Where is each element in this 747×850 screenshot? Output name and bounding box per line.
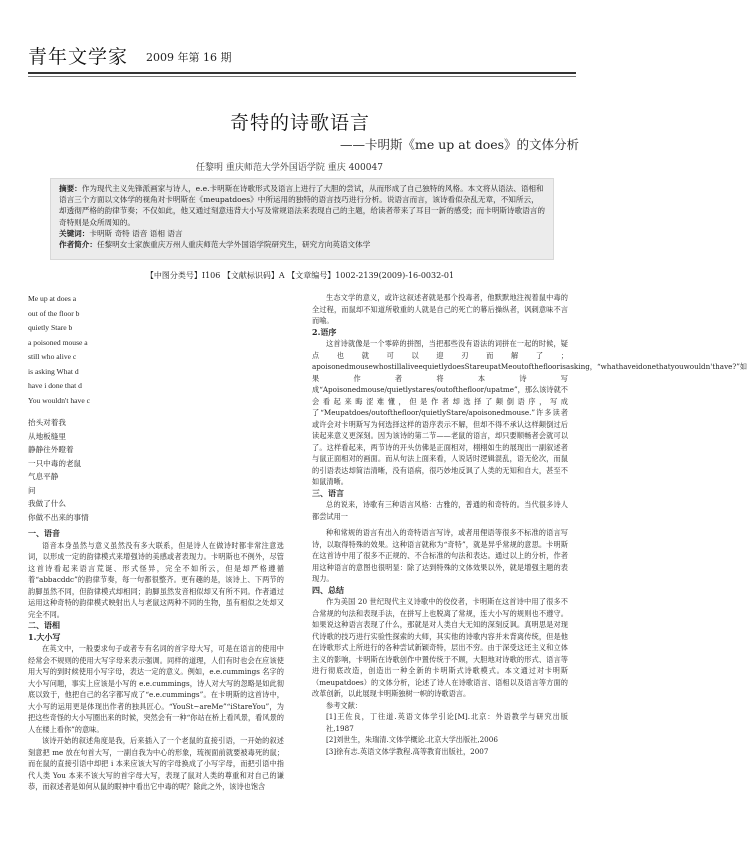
bio-text: 任黎明女士家族重庆万州人重庆师范大学外国语学院研究生，研究方向英语文体学: [96, 240, 371, 250]
header-rule: [28, 72, 576, 74]
poem-line: out of the floor b: [28, 308, 80, 318]
poem-line: have i done that d: [28, 381, 82, 390]
abstract-label: 摘要：: [59, 184, 82, 193]
author-line: 任黎明 重庆师范大学外国语学院 重庆 400047: [196, 163, 383, 173]
poem-line: 问: [28, 485, 36, 495]
header-rule-thin: [28, 76, 576, 77]
reference-item: [1]王佐良，丁往道.英语文体学引论[M].北京：外语教学与研究出版社,1987: [326, 712, 568, 733]
section-heading: 二、语相: [28, 620, 60, 630]
paragraph: 种和常规的语言有出入的奇特语言写诗，或者用俚语等很多不标准的语言写诗，以取得特殊的效果。这种语言就称为“奇特”，就是异乎常规的意思。卡明斯在这首诗中用了很多不正规的、不合标准的句法和表达。通过以上的分析，作者用这种语言的意图也很明显：除了达到特殊的文体效果以外，就是增强主题的表现力。: [312, 528, 568, 583]
reference-item: [2]刘世生，朱瑞清.文体学概论.北京大学出版社,2006: [326, 735, 498, 744]
subsection-heading: 2.语序: [312, 326, 337, 337]
issue-number: 2009 年第 16 期: [146, 51, 232, 64]
poem-english: [28, 292, 284, 408]
keywords-label: 关键词：: [59, 228, 90, 238]
abstract-box: [50, 178, 554, 260]
poem-chinese: [28, 416, 284, 524]
paragraph: 语音本身虽然与意义虽然没有多大联系，但是诗人在做诗时都非常注意选词，以形成一定的韵律模式来增强诗的美感或者表现力。卡明斯也不例外，尽管这首诗看起来语言荒诞、形式怪异，完全不如所云，但是却严格遵循着“abbacddc”的韵律节奏，每一句都很整齐。更有趣的是，该诗上、下两节的韵脚虽然不同，但韵律模式却相同；韵脚虽然发音相似却又有所不同。作者通过运用这种奇特的韵律模式映射出人与老鼠这两种不同的生物，虽有相似之处却又完全不同。: [28, 540, 284, 619]
section-heading: 一、语音: [28, 528, 60, 538]
keywords: [59, 228, 545, 239]
journal-name: 青年文学家: [28, 46, 129, 68]
section-heading: 四、总结: [312, 584, 344, 595]
poem-line: You wouldn't have c: [28, 395, 90, 405]
poem-line: quietly Stare b: [28, 323, 73, 332]
article-subtitle: ——卡明斯《me up at does》的文体分析: [340, 137, 580, 152]
abstract-text: 作为现代主义先锋派画家与诗人，e.e.卡明斯在诗歌形式及语言上进行了大胆的尝试，从而形成了自己独特的风格。本文将从语法、语相和语言三个方面以文体学的视角对卡明斯在《meupatdoes》中所运用的独特的语言技巧进行分析。说语言而言，该诗看似杂乱无章，不知所云，却透彻严格的韵律节奏；不仅如此，他又通过刻意违背大小写及常规语法来表现自己的主题，给读者带来了耳目一新的感受；而卡明斯诗歌语言的奇特则是众所周知的。: [59, 184, 545, 227]
paragraph: 该诗开始的叙述角度是我，后来插入了一个老鼠的直接引语，一开始的叙述刻意把 me 放在句首大写，一副自我为中心的形象，琉视面前就要被毒死的鼠；而在鼠的直接引语中却把 i 本来应该大写的字母换成了小写字母，而把引语中指代人类 You 本来不该大写的首字母大写，表现了鼠对人类的尊重和对自己的谦恭，而叙述者是如何从鼠的眼神中看出它中毒的呢？除此之外，该诗也饱含: [28, 736, 284, 791]
paragraph: 这首诗就像是一个零碎的拼图，当把那些没有语法的词拼在一起的时候，疑点也就可以迎刃而解了；apoisonedmousewhostillaliveequietlydoesStareupatMeoutofthefloorisasking，“whathaveidonethatyouwouldn'thave?”如果作者将本诗写成“Apoisonedmouse/quietlystares/outofthefloor/upatme”，那么该诗就不会看起来晦涩难懂，但是作者却选择了颠倒语序，写成了“Meupatdoes/outofthefloor/quietlyStare/apoisonedmouse.”许多读者或许会对卡明斯写为何选择这样的语序表示不解，但却不得不承认这样颠倒过后读起来意义更深刻。因为该诗的第二节——老鼠的语言，却只要顺畅者会就可以了。这样看起来，两节诗的开头仿佛是正面相对，栩栩如生的展现出一副叙述者与鼠正面相对的画面。而从句法上面来看，人说话时逻辑混乱，语无伦次，而鼠的引语表达却简洁清晰，没有语病，很巧妙地反讽了人类的无知和自大，甚至不如鼠清晰。: [312, 339, 747, 486]
subsection-heading: 1.大小写: [28, 631, 61, 642]
section-heading: 三、语言: [312, 487, 344, 498]
journal-header: [28, 40, 576, 70]
poem-line: still who alive c: [28, 352, 77, 361]
references-label: 参考文献：: [326, 700, 362, 710]
poem-line: 静静往外瞪着: [28, 445, 74, 454]
paragraph: 总的说来，诗歌有三种语言风格：古雅的，普通的和奇特的。当代很多诗人都尝试用一: [312, 500, 568, 521]
paragraph: 生态文学的意义，或许这叙述者就是那个投毒者，他默默地注视着鼠中毒的全过程，而鼠却不知道所敬重的人就是自己的死亡的幕后操纵者，讽刺意味不言而喻。: [312, 293, 568, 325]
abstract: [59, 183, 545, 228]
poem-line: is asking What d: [28, 366, 79, 376]
keywords-text: 卡明斯 奇特 语音 语相 语言: [89, 228, 183, 238]
poem-line: Me up at does a: [28, 294, 77, 303]
poem-line: a poisoned mouse a: [28, 337, 88, 347]
right-column: [312, 292, 747, 757]
poem-line: 抬头对着我: [28, 418, 66, 427]
paragraph: 在英文中，一般要求句子或者专有名词的首字母大写，可是在语言的使用中经常会不规则的使用大写字母来表示强调。同样的道理，人们有时也会在应该使用大写的到时候使用小写字母，表达一定的意义。例如，e.e.cummings 名字的大小写问题，事实上应该是小写的 e.e.cummings，诗人对大写的忽略是如此彻底以致于，他把自己的名字都写成了“e.e.cummings”。在卡明斯的这首诗中，大小写的运用更是体现出作者的独具匠心。“YouSt~areMe”“iStareYou”，为把这些奇怪的大小写圈出来的时候，突然会有一种“你站在桥上看风景，看风景的人在楼上看你”的意味。: [28, 644, 284, 734]
left-column: [28, 292, 284, 793]
author-bio: [59, 239, 545, 250]
bio-label: 作者简介：: [59, 240, 97, 250]
paragraph: 作为美国 20 世纪现代主义诗歌中的佼佼者，卡明斯在这首诗中用了很多不合常规的句法和表现手法，在拼写上也脱离了常规，连大小写的规则也不遵守。如果说这种语言表现了什么，那就是对人类自大无知的深刻反讽。真明思是对现代诗歌的技巧进行实验性探索的大师，其实他的诗歌内容并未背离传统，但是他在诗歌形式上所进行的各种尝试新颖奇特，层出不穷。由于深受这还主义和立体主义的影响，卡明斯在诗歌创作中置传统于不顾，大胆地对诗歌的形式、语言等进行彻底改造，创造出一种全新的卡明斯式诗歌模式。本文通过对卡明斯（meupatdoes）的文体分析，论述了诗人在诗歌语言、语相以及语言等方面的改革创新，以此展现卡明斯独树一帜的诗歌语言。: [312, 597, 568, 698]
poem-line: 气息平静: [28, 472, 59, 481]
reference-item: [3]徐有志.英语文体学教程.高等教育出版社，2007: [326, 746, 489, 756]
article-title: 奇特的诗歌语言: [229, 112, 370, 134]
poem-line: 我做了什么: [28, 499, 66, 508]
classification-line: 【中图分类号】I106 【文献标识码】A 【文章编号】1002-2139(2009)-16-0032-01: [145, 271, 455, 280]
poem-line: 一只中毒的老鼠: [28, 458, 82, 468]
poem-line: 从地板缝里: [28, 431, 66, 441]
poem-line: 你做不出来的事情: [28, 512, 89, 522]
